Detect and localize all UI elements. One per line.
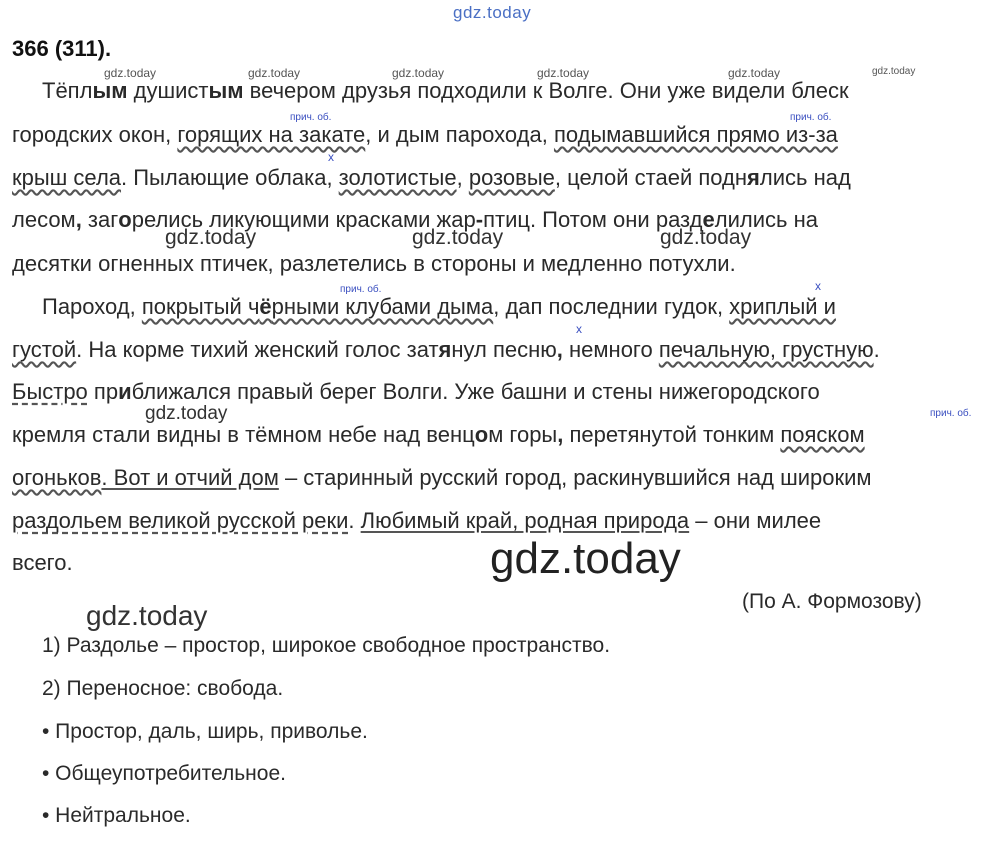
watermark-mid: gdz.today	[660, 226, 752, 249]
text-line-2: городских окон, горящих на закате, и дым парохода, подымавшийся прямо из-за	[12, 122, 838, 147]
cross-mark: x	[815, 279, 821, 293]
watermark-mid: gdz.today	[86, 600, 208, 631]
exercise-title: 366 (311).	[12, 36, 112, 61]
text-line-7: густой. На корме тихий женский голос затянул песню, немного печальную, грустную.	[12, 337, 880, 362]
text-line-3: крыш села. Пылающие облака, золотистые, розовые, целой стаей поднялись над	[12, 165, 851, 190]
watermark-mid: gdz.today	[412, 226, 504, 249]
text-line-12: всего.	[12, 550, 73, 575]
author-attribution: (По А. Формозову)	[742, 590, 922, 613]
text-line-1: Тёплым душистым вечером друзья подходили к Волге. Они уже видели блеск	[42, 78, 849, 103]
watermark-small: gdz.today	[728, 66, 781, 80]
answer-item: 1) Раздолье – простор, широкое свободное пространство.	[42, 634, 611, 657]
cross-mark: x	[576, 322, 582, 336]
participle-note: прич. об.	[340, 284, 382, 295]
answer-item: • Простор, даль, ширь, приволье.	[42, 720, 368, 743]
participle-note: прич. об.	[290, 112, 332, 123]
watermark-big: gdz.today	[490, 534, 681, 583]
participle-note: прич. об.	[790, 112, 832, 123]
watermark-top: gdz.today	[453, 3, 532, 22]
watermark-small: gdz.today	[537, 66, 590, 80]
answer-item: 2) Переносное: свобода.	[42, 677, 284, 700]
text-line-8: Быстро приближался правый берег Волги. Уже башни и стены нижегородского	[12, 379, 820, 404]
watermark-small: gdz.today	[248, 66, 301, 80]
participle-note: прич. об.	[930, 408, 972, 419]
text-line-4: лесом, загорелись ликующими красками жар-птиц. Потом они разделились на	[12, 207, 818, 232]
cross-mark: x	[328, 150, 334, 164]
text-line-5: десятки огненных птичек, разлетелись в стороны и медленно потухли.	[12, 251, 736, 276]
watermark-small: gdz.today	[392, 66, 445, 80]
watermark-small: gdz.today	[872, 66, 916, 77]
answer-item: • Общеупотребительное.	[42, 762, 286, 785]
text-line-11: раздольем великой русской реки. Любимый край, родная природа – они милее	[12, 508, 822, 533]
text-line-9: кремля стали видны в тёмном небе над венцом горы, перетянутой тонким пояском	[12, 422, 865, 447]
watermark-mid: gdz.today	[165, 226, 257, 249]
watermark-small: gdz.today	[104, 66, 157, 80]
text-line-10: огоньков. Вот и отчий дом – старинный русский город, раскинувшийся над широким	[12, 465, 872, 490]
watermark-mid: gdz.today	[145, 403, 228, 424]
text-line-6: Пароход, покрытый чёрными клубами дыма, дап последнии гудок, хриплый и	[42, 294, 836, 319]
answer-item: • Нейтральное.	[42, 804, 191, 827]
